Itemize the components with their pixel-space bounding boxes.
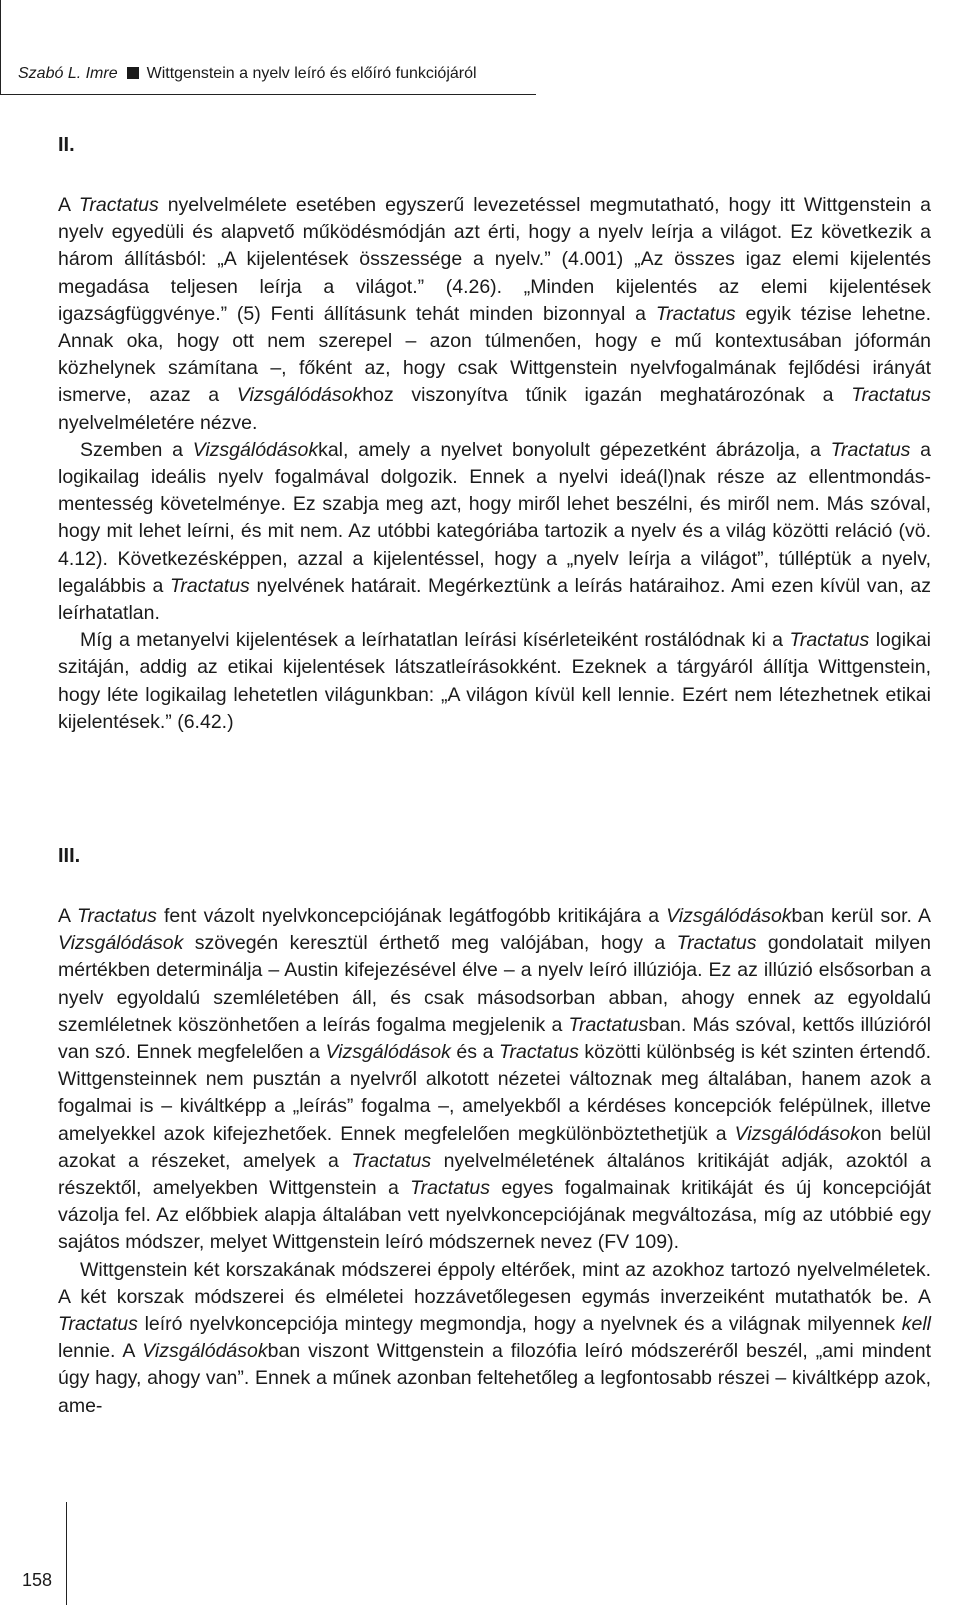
paragraph xyxy=(58,627,931,736)
section-3-body xyxy=(58,903,931,1420)
section-heading-3: III. xyxy=(58,845,81,867)
text-run: logikai szitáján, addig az etikai kijelentések látszatleírásokként. Ezeknek a tárgyáról állítja Wittgenstein, hogy léte logikailag lehetetlen világunkban: „A világon kívül kell lennie. Ezért nem létezhetnek etikai kijelentések.” (6.42.) xyxy=(58,629,932,733)
text-run: közötti különbség is két szinten értendő. Wittgensteinnek nem pusztán a nyelvről alkotott nézetei változnak meg általában, hanem azok a fogalmai is – kiváltképp a „leírás” fogalma –, amelyekből a kérdéses koncepciók felépülnek, illetve amelyekkel azok kifejezhetőek. Ennek megfelelően megkülönböztethetjük a xyxy=(58,1041,932,1145)
italic-run: Vizsgálódások xyxy=(325,1041,451,1064)
paragraph xyxy=(58,903,931,1257)
section-2-body xyxy=(58,192,931,736)
italic-run: Vizsgálódások xyxy=(58,932,184,955)
italic-run: Tractatus xyxy=(77,905,157,927)
text-run: nyelvelméletének általános kritikáját adják, azoktól a részektől, amelyekben Wittgenstein a xyxy=(58,1149,931,1200)
text-run: nyelvelméletére nézve. xyxy=(58,411,258,434)
italic-run: Tractatus xyxy=(499,1041,579,1064)
text-run: lennie. A xyxy=(58,1340,143,1363)
page-number: 158 xyxy=(22,1570,53,1590)
running-head-author: Szabó L. Imre xyxy=(18,65,118,82)
italic-run: Tractatus xyxy=(169,574,250,597)
text-run: ban. Más szóval, kettős illúzióról van szó. Ennek megfelelően a xyxy=(58,1013,931,1064)
running-head-title: Wittgenstein a nyelv leíró és előíró funkciójáról xyxy=(146,65,477,82)
italic-run: Tractatus xyxy=(655,302,736,325)
text-run: fent vázolt nyelvkoncepciójának legátfogóbb kritikájára a xyxy=(156,905,667,927)
text-run: nyelvelmélete esetében egyszerű levezetéssel megmutatható, hogy itt Wittgenstein a nyelv egyedüli és alapvető működésmódján azt érti, hogy a nyelv leírja a világot. Ez következik a három állításból: „A kijelentések összessége a nyelv.” (4.001) „Az összes igaz elemi kijelentés megadása teljesen leírja a világot.” (4.26). „Minden kijelentés az elemi kijelentések igazságfüggvénye.” (5) Fenti állításunk tehát minden bizonnyal a xyxy=(58,194,931,325)
text-run: egyik tézise lehetne. Annak oka, hogy ott nem szerepel – azon túlmenően, hogy e mű kontextusában jóformán közhelynek számítana –, főként az, hogy csak Wittgenstein nyelvfogalmának fejlődési irányát ismerve, azaz a xyxy=(58,302,932,407)
text-run: gondolatait milyen mértékben determinálja – Austin kifejezésével élve – a nyelv leíró illúziója. Ez az illúzió elsősorban a nyelv egyoldalú szemléletében áll, és csak másodsorban abban, ahogy ennek az egyoldalú szemléletnek köszönhetően a leírás fogalma megjelenik a xyxy=(58,932,931,1036)
italic-run: Vizsgálódások xyxy=(236,384,363,407)
text-run: ban kerül sor. A xyxy=(791,905,931,927)
italic-run: Tractatus xyxy=(789,629,870,652)
paragraph xyxy=(58,192,931,437)
text-run: on belül azokat a részeket, amelyek a xyxy=(58,1122,931,1172)
italic-run: Tractatus xyxy=(351,1149,432,1172)
square-bullet-icon xyxy=(127,67,139,79)
text-run: ban viszont Wittgenstein a filozófia leíró módszeréről beszél, „ami mindent úgy hagy, ahogy van”. Ennek a műnek azonban feltehetőleg a legfontosabb részei – kiváltképp azok, ame- xyxy=(58,1340,931,1417)
text-run: leíró nyelvkoncepciója mintegy megmondja, hogy a nyelvnek és a világnak milyennek xyxy=(137,1313,902,1336)
italic-run: Tractatus xyxy=(78,194,159,216)
text-run: A xyxy=(58,194,79,216)
italic-run: Tractatus xyxy=(410,1177,490,1200)
italic-run: Vizsgálódások xyxy=(734,1122,861,1145)
paragraph xyxy=(58,1257,931,1420)
text-run: egyes fogalmainak kritikáját és új koncepcióját vázolja fel. Az előbbiek alapja általában vett nyelvkoncepciójának megváltozása, míg az utóbbié egy sajátos módszer, melyet Wittgenstein leíró módszernek nevez (FV 109). xyxy=(58,1177,931,1254)
text-run: szövegén keresztül érthető meg valójában, hogy a xyxy=(183,932,677,955)
text-run: Wittgenstein két korszakának módszerei éppoly eltérőek, mint az azokhoz tartozó nyelvelméletek. A két korszak módszerei és elméletei hozzávetőlegesen egymás inverzeiként mutathatók be. A xyxy=(58,1258,931,1308)
text-run: nyelvének határait. Megérkeztünk a leírás határaihoz. Ami ezen kívül van, az leírhatatlan. xyxy=(58,574,932,625)
italic-run: Tractatus xyxy=(568,1013,649,1036)
text-run: A xyxy=(58,905,78,927)
section-heading-2: II. xyxy=(58,134,75,156)
italic-run: kell xyxy=(901,1313,931,1336)
text-run: hoz viszonyítva tűnik igazán meghatározónak a xyxy=(362,384,852,407)
text-run: kal, amely a nyelvet bonyolult gépezetként ábrázolja, a xyxy=(318,438,831,461)
italic-run: Tractatus xyxy=(830,438,911,461)
text-run: Míg a metanyelvi kijelentések a leírhatatlan leírási kísérleteiként rostálódnak ki a xyxy=(80,629,790,652)
paragraph xyxy=(58,437,931,627)
running-head xyxy=(18,65,477,83)
text-run: a logikailag ideális nyelv fogalmával dolgozik. Ennek a nyelvi ideá(l)nak része az ellentmondás-mentesség követelménye. Ez szabja meg azt, hogy miről lehet beszélni, és miről nem. Más szóval, hogy mit lehet leírni, és mit nem. Az utóbbi kategóriába tartozik a nyelv és a világ közötti reláció (vö. 4.12). Következésképpen, azzal a kijelentéssel, hogy a „nyelv leírja a világot”, túlléptük a nyelv, legalábbis a xyxy=(58,438,931,597)
text-run: és a xyxy=(450,1041,500,1064)
italic-run: Tractatus xyxy=(58,1313,138,1336)
text-run: Szemben a xyxy=(80,438,193,461)
italic-run: Tractatus xyxy=(851,384,932,407)
italic-run: Vizsgálódások xyxy=(666,905,792,927)
italic-run: Vizsgálódások xyxy=(192,438,319,461)
italic-run: Tractatus xyxy=(676,932,757,955)
italic-run: Vizsgálódások xyxy=(142,1340,268,1363)
